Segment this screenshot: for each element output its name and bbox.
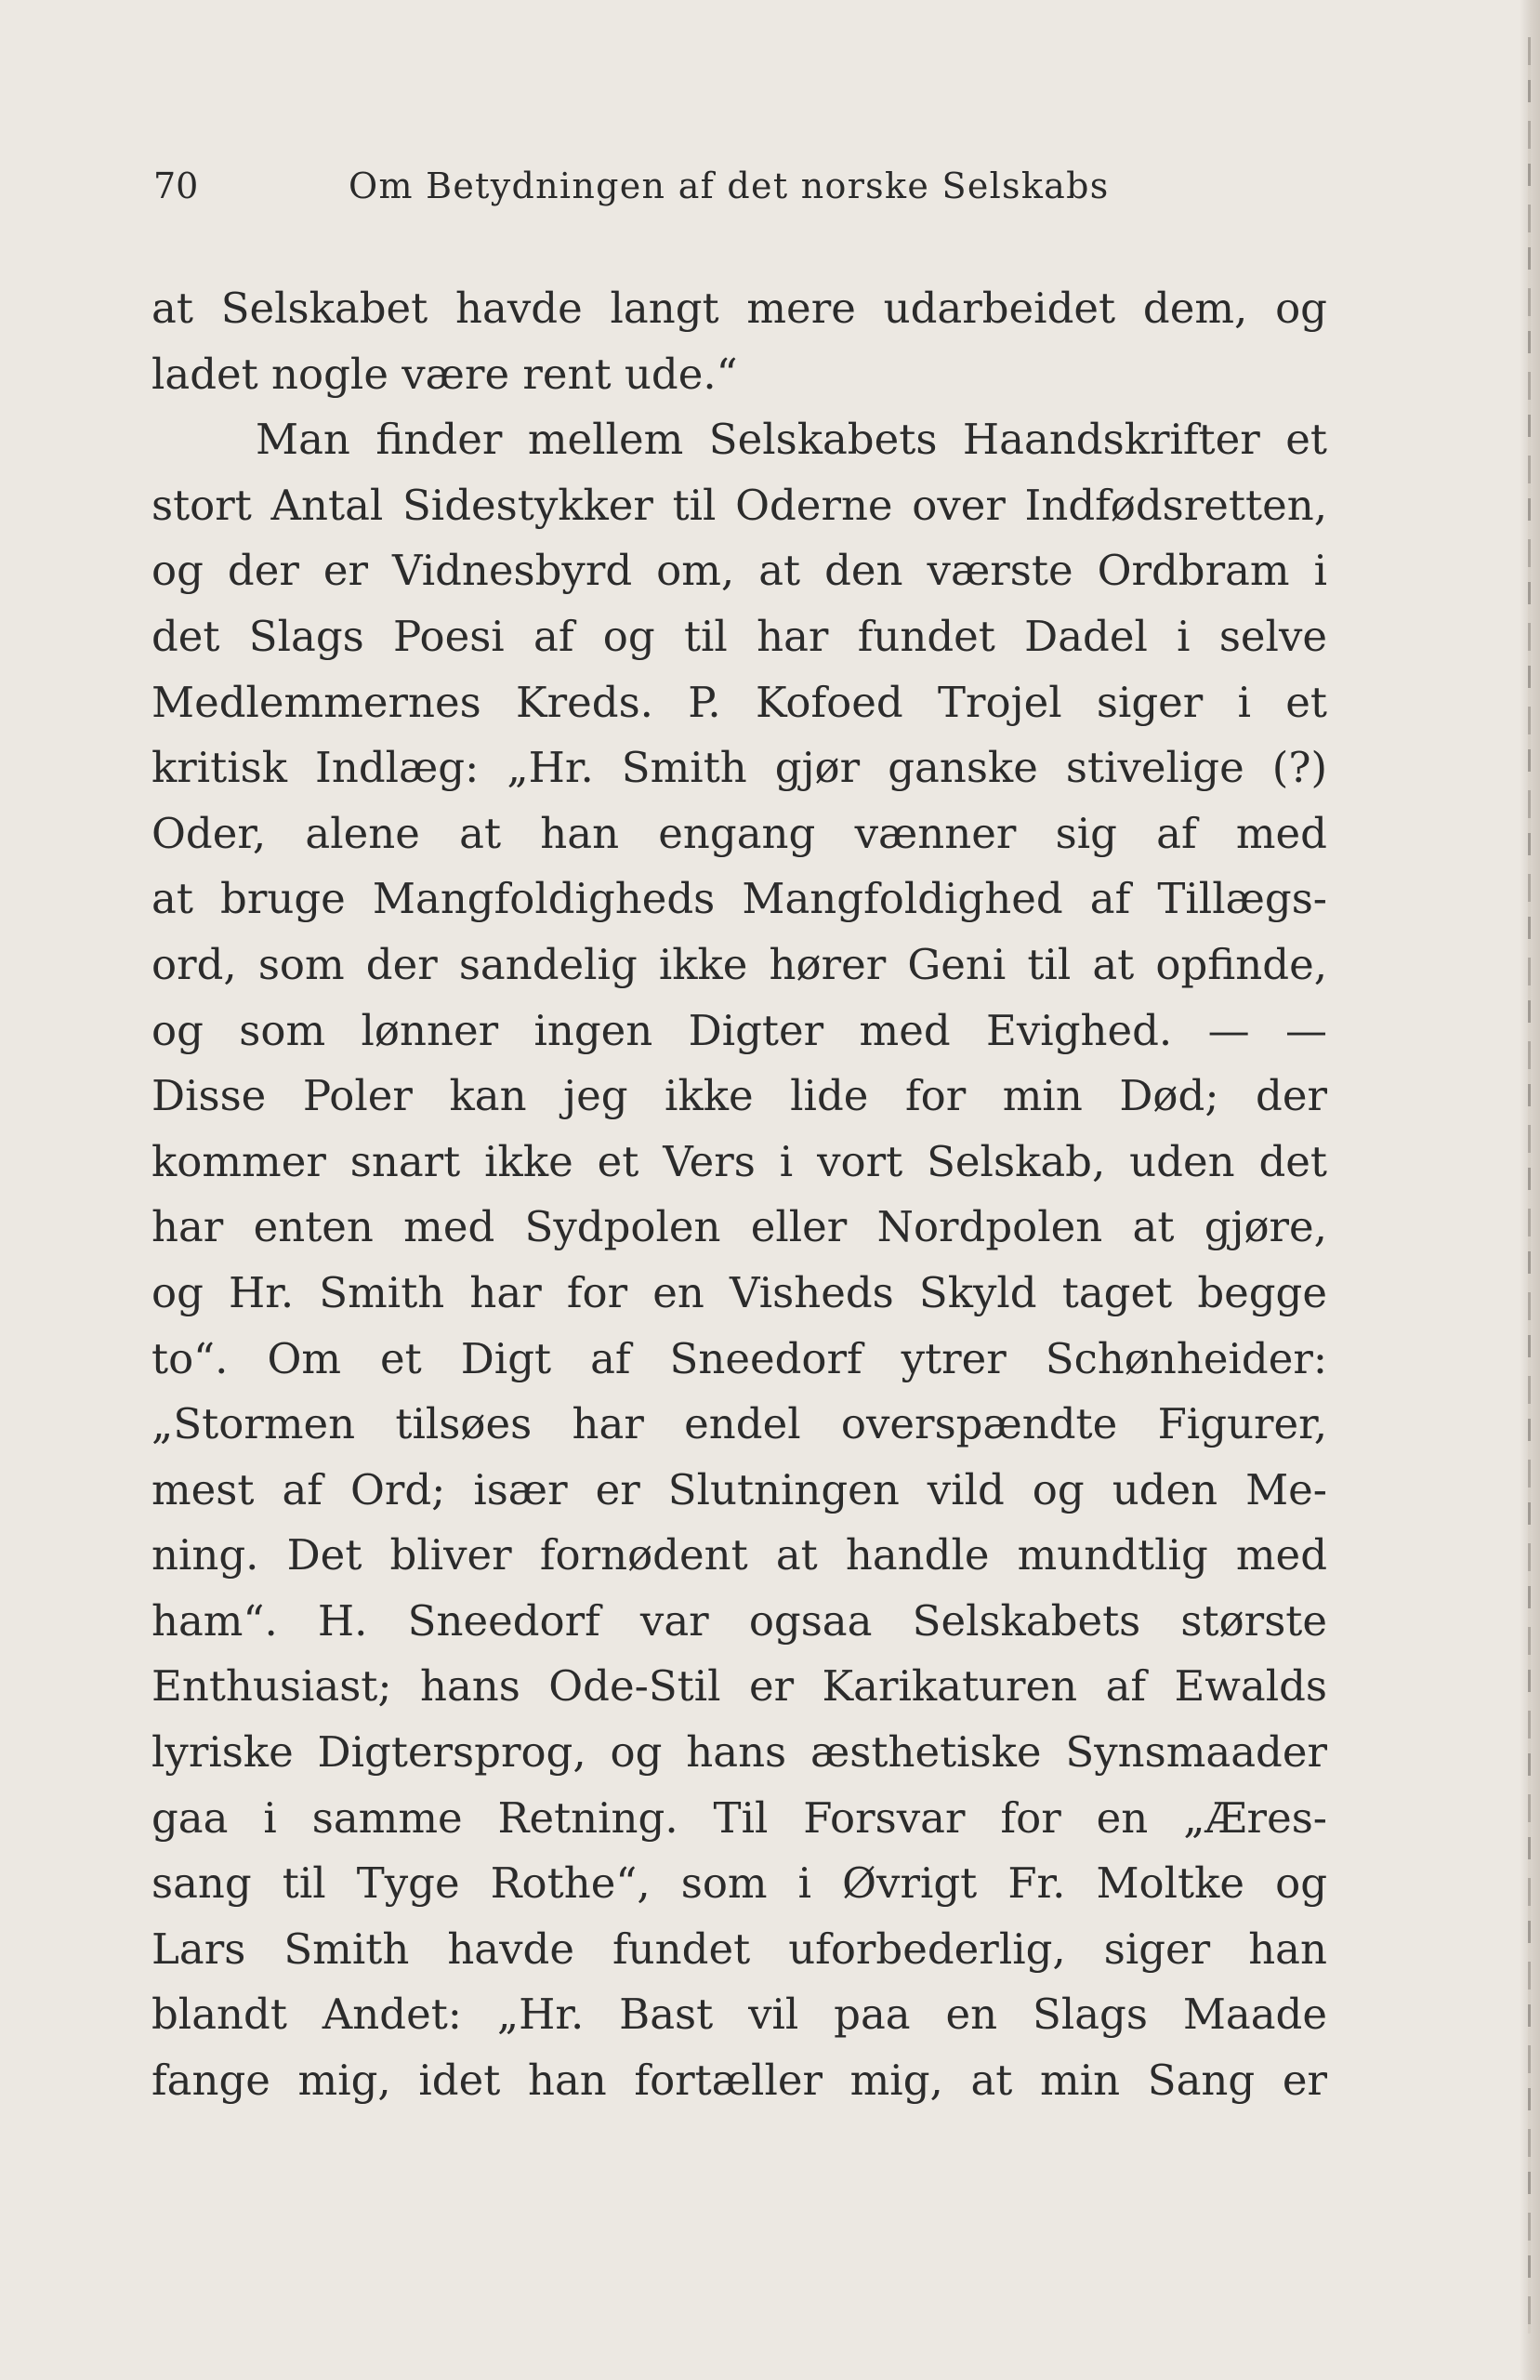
text-line: ladet nogle være rent ude.“ xyxy=(151,349,738,399)
text-line: blandt Andet: „Hr. Bast vil paa en Slags Maade xyxy=(151,1990,1327,2040)
text-line: kritisk Indlæg: „Hr. Smith gjør ganske stivelige (?) xyxy=(151,743,1327,793)
text-line: stort Antal Sidestykker til Oderne over Indfødsretten, xyxy=(151,480,1327,530)
text-line: Man finder mellem Selskabets Haandskrifter et xyxy=(256,415,1327,465)
page-number: 70 xyxy=(153,165,199,206)
text-line: ning. Det bliver fornødent at handle mundtlig med xyxy=(151,1530,1327,1580)
text-line: fange mig, idet han fortæller mig, at min Sang er xyxy=(151,2056,1327,2106)
text-line: ham“. H. Sneedorf var ogsaa Selskabets største xyxy=(151,1595,1327,1646)
running-header xyxy=(153,165,1137,218)
text-line: Disse Poler kan jeg ikke lide for min Død; der xyxy=(151,1071,1327,1121)
text-line: og Hr. Smith har for en Visheds Skyld taget begge xyxy=(151,1267,1327,1317)
text-line: at bruge Mangfoldigheds Mangfoldighed af Tillægs- xyxy=(151,874,1327,924)
text-line: Enthusiast; hans Ode-Stil er Karikaturen af Ewalds xyxy=(151,1661,1327,1712)
text-line: Lars Smith havde fundet uforbederlig, siger han xyxy=(151,1924,1327,1974)
text-line: gaa i samme Retning. Til Forsvar for en „Æres- xyxy=(151,1792,1327,1843)
text-line: kommer snart ikke et Vers i vort Selskab, uden det xyxy=(151,1136,1327,1186)
text-line: og der er Vidnesbyrd om, at den værste Ordbram i xyxy=(151,546,1327,596)
text-line: det Slags Poesi af og til har fundet Dadel i selve xyxy=(151,611,1327,661)
text-line: at Selskabet havde langt mere udarbeidet dem, og xyxy=(151,284,1327,333)
text-line: Oder, alene at han engang vænner sig af med xyxy=(151,808,1327,858)
text-line: har enten med Sydpolen eller Nordpolen at gjøre, xyxy=(151,1202,1327,1252)
page-edge-texture xyxy=(1528,37,1531,2334)
text-line: lyriske Digtersprog, og hans æsthetiske Synsmaader xyxy=(151,1727,1327,1778)
text-line: og som lønner ingen Digter med Evighed. — — xyxy=(151,1005,1327,1055)
text-line: mest af Ord; især er Slutningen vild og uden Me- xyxy=(151,1464,1327,1514)
text-line: Medlemmernes Kreds. P. Kofoed Trojel siger i et xyxy=(151,677,1327,727)
text-line: to“. Om et Digt af Sneedorf ytrer Schønheider: xyxy=(151,1333,1327,1383)
body-text xyxy=(151,276,1327,2114)
running-title: Om Betydningen af det norske Selskabs xyxy=(349,165,1110,206)
text-line: „Stormen tilsøes har endel overspændte Figurer, xyxy=(151,1399,1327,1449)
text-line: sang til Tyge Rothe“, som i Øvrigt Fr. Moltke og xyxy=(151,1858,1327,1909)
text-line: ord, som der sandelig ikke hører Geni til at opfinde, xyxy=(151,939,1327,989)
